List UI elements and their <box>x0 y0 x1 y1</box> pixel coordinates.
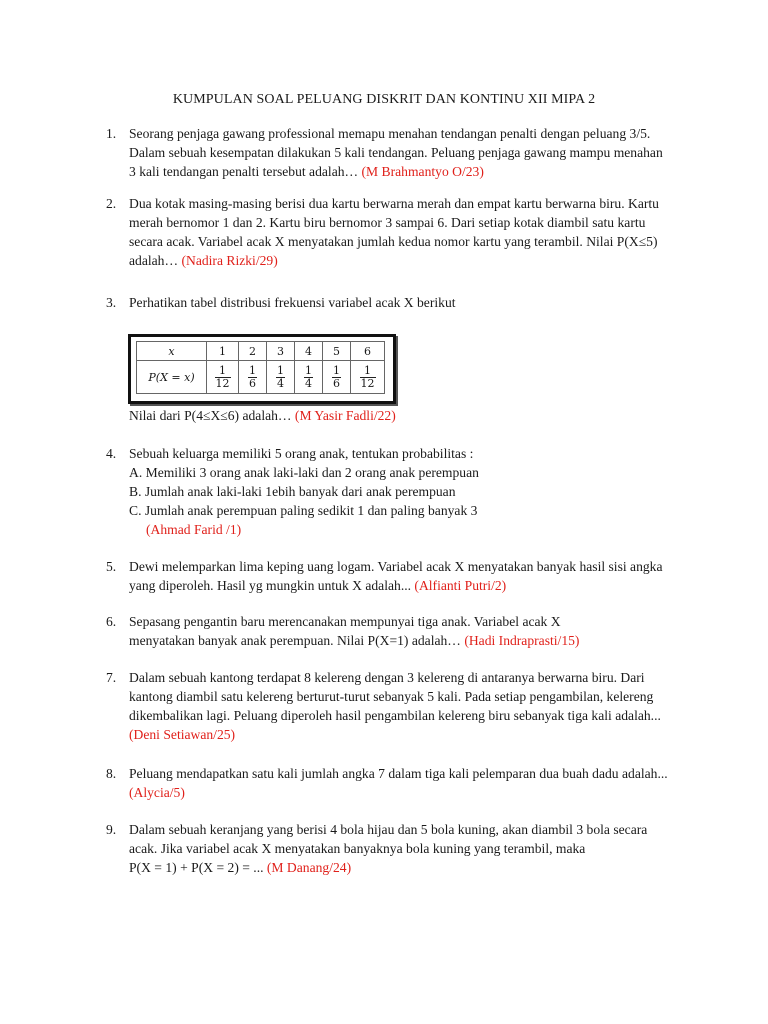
author-tag: (M Yasir Fadli/22) <box>294 408 396 423</box>
question-line: Sebuah keluarga memiliki 5 orang anak, tentukan probabilitas : <box>129 446 474 461</box>
question-line: menyatakan banyak anak perempuan. Nilai P(X=1) adalah… <box>129 633 465 648</box>
author-tag: (Ahmad Farid /1) <box>146 522 242 537</box>
question-line: Dalam sebuah kesempatan dilakukan 5 kali tendangan. Peluang penjaga gawang mampu menahan <box>129 145 663 160</box>
author-tag: (Alycia/5) <box>129 785 185 800</box>
table-cell-x: 5 <box>323 342 351 361</box>
question-line: acak. Jika variabel acak X menyatakan banyaknya bola kuning yang terambil, maka <box>129 841 586 856</box>
table-cell-p: $\frac{1}{12}$ <box>207 361 239 394</box>
author-tag: (Alfianti Putri/2) <box>414 578 507 593</box>
question-line: dikembalikan lagi. Peluang diperoleh hasil pengambilan kelereng biru sebanyak tiga kali adalah... <box>129 708 661 723</box>
sub-question-c: C. Jumlah anak perempuan paling sedikit 1 dan paling banyak 3 <box>129 503 478 518</box>
question-line: secara acak. Variabel acak X menyatakan jumlah kedua nomor kartu yang terambil. Nilai P(X≤5) <box>129 234 658 249</box>
question-1 <box>106 124 696 181</box>
author-tag: (M Danang/24) <box>266 860 352 875</box>
table-cell-x: 6 <box>351 342 385 361</box>
question-line: Dalam sebuah kantong terdapat 8 kelereng dengan 3 kelereng di antaranya berwarna biru. Dari <box>129 670 645 685</box>
question-line: merah bernomor 1 dan 2. Kartu biru bernomor 3 sampai 6. Dari setiap kotak diambil satu kartu <box>129 215 646 230</box>
question-line: Peluang mendapatkan satu kali jumlah angka 7 dalam tiga kali pelemparan dua buah dadu adalah... <box>129 766 668 781</box>
question-line: Nilai dari P(4≤X≤6) adalah… <box>129 408 295 423</box>
question-line: yang diperoleh. Hasil yg mungkin untuk X adalah... <box>129 578 415 593</box>
question-7 <box>106 668 696 744</box>
question-line: kantong diambil satu kelereng berturut-turut sebanyak 5 kali. Pada setiap pengambilan, kelereng <box>129 689 654 704</box>
question-3 <box>106 293 696 312</box>
author-tag: (M Brahmantyo O/23) <box>361 164 484 179</box>
author-tag: (Deni Setiawan/25) <box>129 727 236 742</box>
question-6 <box>106 612 696 650</box>
question-line: Dewi melemparkan lima keping uang logam. Variabel acak X menyatakan banyak hasil sisi angka <box>129 559 663 574</box>
table-cell-p: $\frac{1}{6}$ <box>323 361 351 394</box>
question-number: 8. <box>106 766 117 781</box>
question-number: 4. <box>106 446 117 461</box>
question-3-followup <box>106 406 696 425</box>
question-number: 9. <box>106 822 117 837</box>
question-line: Sepasang pengantin baru merencanakan mempunyai tiga anak. Variabel acak X <box>129 614 561 629</box>
question-number: 6. <box>106 614 117 629</box>
question-9 <box>106 820 696 877</box>
question-number: 3. <box>106 295 117 310</box>
table-cell-x: 2 <box>239 342 267 361</box>
table-header-x: x <box>137 342 207 361</box>
table-cell-p: $\frac{1}{4}$ <box>295 361 323 394</box>
question-line: Seorang penjaga gawang professional memapu menahan tendangan penalti dengan peluang 3/5. <box>129 126 651 141</box>
author-tag: (Hadi Indraprasti/15) <box>464 633 580 648</box>
question-4 <box>106 444 696 539</box>
table-cell-x: 4 <box>295 342 323 361</box>
table-cell-p: $\frac{1}{12}$ <box>351 361 385 394</box>
question-line: Perhatikan tabel distribusi frekuensi variabel acak X berikut <box>129 295 456 310</box>
sub-question-b: B. Jumlah anak laki-laki 1ebih banyak dari anak perempuan <box>129 484 456 499</box>
page-title: KUMPULAN SOAL PELUANG DISKRIT DAN KONTINU XII MIPA 2 <box>172 92 596 107</box>
question-number: 1. <box>106 126 117 141</box>
distribution-table <box>136 341 385 394</box>
question-line: 3 kali tendangan penalti tersebut adalah… <box>129 164 362 179</box>
question-8 <box>106 764 696 802</box>
table-header-p: P(X = x) <box>137 361 207 394</box>
question-line: adalah… <box>129 253 182 268</box>
distribution-table-frame <box>128 334 396 404</box>
question-line: P(X = 1) + P(X = 2) = ... <box>129 860 267 875</box>
question-line: Dua kotak masing-masing berisi dua kartu berwarna merah dan empat kartu berwarna biru. Kartu <box>129 196 659 211</box>
question-number: 7. <box>106 670 117 685</box>
table-cell-x: 3 <box>267 342 295 361</box>
table-cell-p: $\frac{1}{6}$ <box>239 361 267 394</box>
table-cell-x: 1 <box>207 342 239 361</box>
question-5 <box>106 557 696 595</box>
question-2 <box>106 194 696 270</box>
question-line: Dalam sebuah keranjang yang berisi 4 bola hijau dan 5 bola kuning, akan diambil 3 bola secara <box>129 822 648 837</box>
question-number: 5. <box>106 559 117 574</box>
table-cell-p: $\frac{1}{4}$ <box>267 361 295 394</box>
sub-question-a: A. Memiliki 3 orang anak laki-laki dan 2 orang anak perempuan <box>129 465 479 480</box>
author-tag: (Nadira Rizki/29) <box>181 253 278 268</box>
question-number: 2. <box>106 196 117 211</box>
